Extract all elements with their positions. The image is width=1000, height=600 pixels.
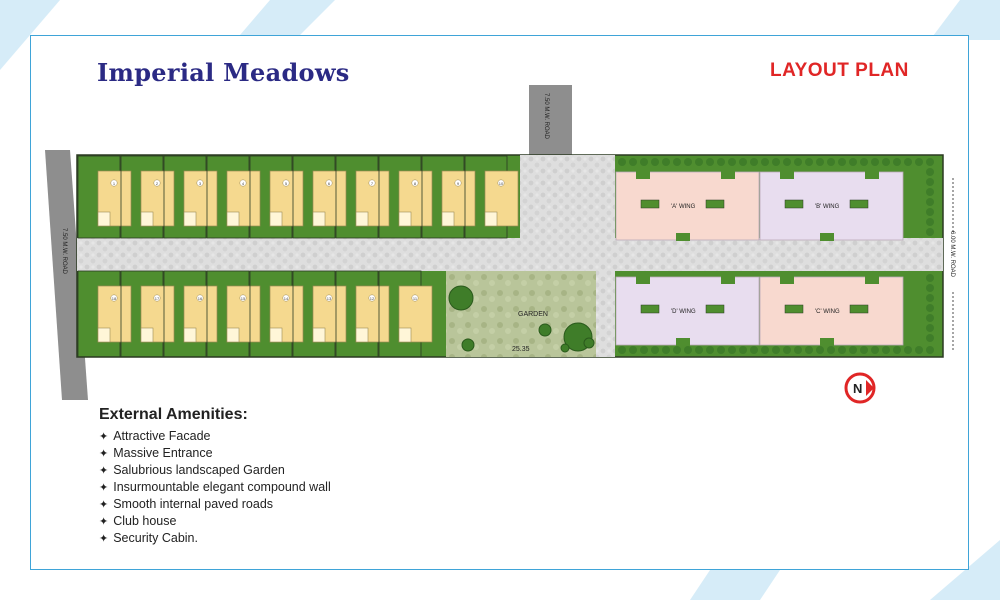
wing-light-well: [706, 200, 724, 208]
amenity-item: ✦ Club house: [99, 514, 177, 528]
shrub: [926, 304, 934, 312]
plot-number: 2: [155, 181, 159, 186]
shrub: [926, 158, 934, 166]
shrub: [849, 158, 857, 166]
shrub: [684, 346, 692, 354]
amenities-title: External Amenities:: [99, 406, 248, 423]
shrub: [926, 218, 934, 226]
plot-porch: [399, 212, 411, 226]
shrub: [827, 158, 835, 166]
internal-road: [77, 238, 943, 271]
wing-notch: [865, 171, 879, 179]
shrub: [926, 294, 934, 302]
plot-number: 15: [240, 296, 246, 301]
wing-notch: [865, 276, 879, 284]
wing-notch: [676, 233, 690, 241]
amenity-item: ✦ Security Cabin.: [99, 531, 198, 545]
plot-porch: [141, 328, 153, 342]
shrub: [772, 346, 780, 354]
shrub: [684, 158, 692, 166]
plot-porch: [270, 328, 282, 342]
shrub: [805, 158, 813, 166]
wing-notch: [820, 233, 834, 241]
shrub: [706, 346, 714, 354]
shrub: [750, 346, 758, 354]
shrub: [739, 158, 747, 166]
project-title: Imperial Meadows: [97, 58, 350, 87]
shrub: [827, 346, 835, 354]
wing-light-well: [706, 305, 724, 313]
shrub: [926, 178, 934, 186]
wing-notch: [820, 338, 834, 346]
shrub: [926, 198, 934, 206]
amenities-list: [99, 428, 331, 547]
wing-light-well: [850, 305, 868, 313]
shrub: [915, 158, 923, 166]
plot-number: 12: [369, 296, 375, 301]
shrub: [662, 346, 670, 354]
plot-number: 10: [498, 181, 504, 186]
shrub: [618, 346, 626, 354]
bullet-star-icon: ✦: [99, 448, 109, 460]
shrub: [629, 158, 637, 166]
plot-porch: [98, 328, 110, 342]
wing-label: 'B' WING: [815, 204, 840, 210]
shrub: [717, 158, 725, 166]
shrub: [761, 158, 769, 166]
shrub: [673, 158, 681, 166]
shrub: [926, 274, 934, 282]
tree: [584, 338, 594, 348]
shrub: [640, 158, 648, 166]
paved-plaza: [520, 155, 615, 271]
amenity-item: ✦ Smooth internal paved roads: [99, 497, 274, 511]
plot-porch: [356, 212, 368, 226]
top-road: [529, 85, 572, 158]
shrub: [728, 346, 736, 354]
tree: [539, 324, 551, 336]
shrub: [926, 284, 934, 292]
shrub: [706, 158, 714, 166]
wing-light-well: [785, 305, 803, 313]
shrub: [761, 346, 769, 354]
shrub: [695, 158, 703, 166]
compass-letter: N: [853, 381, 863, 396]
plot-number: 5: [284, 181, 288, 186]
plot-number: 7: [370, 181, 374, 186]
shrub: [860, 158, 868, 166]
plot-porch: [270, 212, 282, 226]
shrub: [838, 158, 846, 166]
bullet-star-icon: ✦: [99, 465, 109, 477]
plot-porch: [98, 212, 110, 226]
plot-number: 9: [456, 181, 460, 186]
shrub: [871, 346, 879, 354]
plot-number: 3: [198, 181, 202, 186]
shrub: [882, 158, 890, 166]
shrub: [926, 188, 934, 196]
wing-notch: [636, 171, 650, 179]
shrub: [662, 158, 670, 166]
wing-notch: [636, 276, 650, 284]
shrub: [783, 158, 791, 166]
wing-light-well: [850, 200, 868, 208]
amenity-item: ✦ Massive Entrance: [99, 446, 213, 460]
shrub: [816, 158, 824, 166]
shrub: [717, 346, 725, 354]
shrub: [750, 158, 758, 166]
wing-notch: [780, 276, 794, 284]
amenity-item: ✦ Insurmountable elegant compound wall: [99, 480, 331, 494]
shrub: [926, 334, 934, 342]
wing-label: 'A' WING: [671, 204, 696, 210]
plot-porch: [184, 212, 196, 226]
plot-porch: [141, 212, 153, 226]
left-road-label: 7.50 M.W. ROAD: [61, 228, 67, 275]
shrub: [772, 158, 780, 166]
shrub: [893, 158, 901, 166]
bullet-star-icon: ✦: [99, 482, 109, 494]
wing-notch: [780, 171, 794, 179]
shrub: [651, 158, 659, 166]
shrub: [640, 346, 648, 354]
shrub: [783, 346, 791, 354]
shrub: [893, 346, 901, 354]
wing-notch: [721, 171, 735, 179]
shrub: [794, 346, 802, 354]
plot-porch: [399, 328, 411, 342]
plot-porch: [184, 328, 196, 342]
bullet-star-icon: ✦: [99, 499, 109, 511]
right-road-label: 6.00 M.W. ROAD: [949, 231, 955, 278]
plot-number: 17: [154, 296, 160, 301]
plot-porch: [485, 212, 497, 226]
shrub: [794, 158, 802, 166]
shrub: [816, 346, 824, 354]
shrub: [926, 314, 934, 322]
top-road-label: 7.50 M.W. ROAD: [543, 93, 549, 140]
plot-porch: [442, 212, 454, 226]
tree: [462, 339, 474, 351]
bullet-star-icon: ✦: [99, 533, 109, 545]
shrub: [629, 346, 637, 354]
bullet-star-icon: ✦: [99, 516, 109, 528]
plot-number: 11: [412, 296, 418, 301]
amenity-item: ✦ Salubrious landscaped Garden: [99, 463, 285, 477]
shrub: [849, 346, 857, 354]
plot-number: 13: [326, 296, 332, 301]
garden-label: GARDEN: [518, 311, 548, 318]
garden-dimension: 25.35: [512, 346, 530, 353]
shrub: [904, 158, 912, 166]
bullet-star-icon: ✦: [99, 431, 109, 443]
plot-number: 1: [112, 181, 116, 186]
wing-label: 'D' WING: [671, 309, 696, 315]
shrub: [882, 346, 890, 354]
wing-light-well: [785, 200, 803, 208]
plot-number: 14: [283, 296, 289, 301]
shrub: [926, 208, 934, 216]
wing-label: 'C' WING: [815, 309, 840, 315]
shrub: [805, 346, 813, 354]
amenity-item: ✦ Attractive Facade: [99, 429, 211, 443]
shrub: [618, 158, 626, 166]
tree: [561, 344, 569, 352]
plot-porch: [313, 212, 325, 226]
shrub: [739, 346, 747, 354]
layout-plan-label: LAYOUT PLAN: [770, 60, 909, 81]
wing-notch: [676, 338, 690, 346]
plot-porch: [356, 328, 368, 342]
shrub: [904, 346, 912, 354]
shrub: [728, 158, 736, 166]
plot-porch: [227, 212, 239, 226]
tree: [449, 286, 473, 310]
shrub: [860, 346, 868, 354]
shrub: [915, 346, 923, 354]
shrub: [926, 346, 934, 354]
shrub: [838, 346, 846, 354]
wing-notch: [721, 276, 735, 284]
shrub: [926, 228, 934, 236]
shrub: [673, 346, 681, 354]
paved-walkway: [596, 271, 615, 357]
plot-number: 16: [197, 296, 203, 301]
shrub: [926, 324, 934, 332]
shrub: [871, 158, 879, 166]
plot-porch: [313, 328, 325, 342]
north-arrow-icon: [844, 372, 876, 404]
plot-number: 18: [111, 296, 117, 301]
plot-number: 8: [413, 181, 417, 186]
plot-porch: [227, 328, 239, 342]
shrub: [695, 346, 703, 354]
wing-light-well: [641, 200, 659, 208]
plot-number: 4: [241, 181, 245, 186]
shrub: [926, 168, 934, 176]
plot-number: 6: [327, 181, 331, 186]
shrub: [651, 346, 659, 354]
wing-light-well: [641, 305, 659, 313]
